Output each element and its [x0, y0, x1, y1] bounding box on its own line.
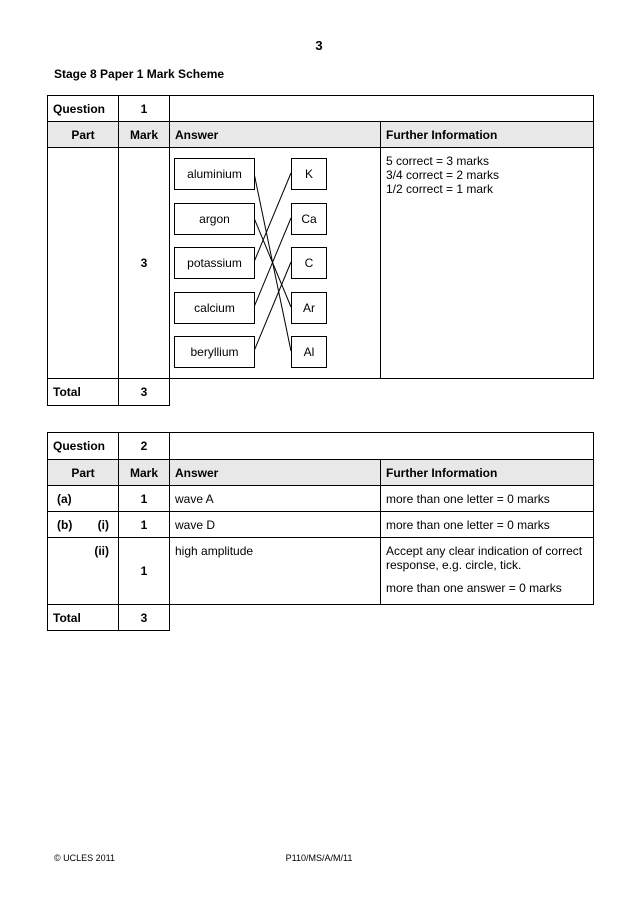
element-label: beryllium — [190, 345, 239, 359]
mark-cell: 3 — [119, 148, 170, 379]
symbol-box-c — [291, 247, 327, 279]
further-info-cell: more than one letter = 0 marks — [381, 486, 594, 512]
page-number: 3 — [315, 38, 323, 53]
element-box-argon — [174, 203, 255, 235]
part-header: Part — [48, 460, 119, 486]
part-cell — [48, 538, 119, 605]
symbol-box-k — [291, 158, 327, 190]
further-info-line: Accept any clear indication of correct response, e.g. circle, tick. — [386, 544, 583, 572]
question-label: Question — [48, 433, 119, 460]
element-label: aluminium — [187, 167, 242, 181]
element-label: calcium — [194, 301, 235, 315]
part-cell — [48, 512, 119, 538]
mark-cell: 1 — [119, 538, 170, 605]
further-info-line: 1/2 correct = 1 mark — [386, 182, 494, 196]
part-cell — [48, 486, 119, 512]
table-row — [48, 538, 594, 605]
total-row — [48, 605, 594, 631]
question-label: Question — [48, 96, 119, 122]
answer-cell: wave D — [170, 512, 381, 538]
answer-cell: wave A — [170, 486, 381, 512]
answer-cell: high amplitude — [170, 538, 381, 605]
element-box-aluminium — [174, 158, 255, 190]
total-label: Total — [48, 605, 119, 631]
match-line — [254, 262, 291, 351]
mark-cell: 1 — [119, 512, 170, 538]
total-label: Total — [48, 379, 119, 406]
element-label: argon — [199, 212, 230, 226]
mark-cell: 1 — [119, 486, 170, 512]
question-number: 1 — [119, 96, 170, 122]
symbol-label: Ar — [303, 301, 315, 315]
element-box-potassium — [174, 247, 255, 279]
further-info-line: 5 correct = 3 marks — [386, 154, 490, 168]
part-header: Part — [48, 122, 119, 148]
answer-header: Answer — [170, 460, 381, 486]
part-label: (a) — [57, 491, 72, 506]
element-label: potassium — [187, 256, 242, 270]
mark-header: Mark — [119, 122, 170, 148]
question-row — [48, 433, 594, 460]
further-info-line: more than one answer = 0 marks — [386, 581, 562, 595]
further-info-line: 3/4 correct = 2 marks — [386, 168, 500, 182]
table-row — [48, 486, 594, 512]
symbol-label: Ca — [301, 212, 317, 226]
match-line — [254, 173, 291, 262]
total-value: 3 — [119, 605, 170, 631]
subpart-label: (ii) — [94, 544, 109, 558]
header-row — [48, 460, 594, 486]
answer-header: Answer — [170, 122, 381, 148]
symbol-label: C — [304, 256, 314, 270]
footer-copyright: © UCLES 2011 — [54, 853, 115, 863]
symbol-box-ca — [291, 203, 327, 235]
further-info-cell: more than one letter = 0 marks — [381, 512, 594, 538]
question-2-table — [47, 432, 594, 631]
element-box-calcium — [174, 292, 255, 324]
footer-code: P110/MS/A/M/11 — [285, 853, 353, 863]
symbol-label: K — [304, 167, 313, 181]
subpart-label: (i) — [97, 517, 109, 532]
mark-header: Mark — [119, 460, 170, 486]
question-blank — [170, 433, 594, 460]
part-label: (b) — [57, 517, 73, 532]
question-number: 2 — [119, 433, 170, 460]
further-header: Further Information — [381, 460, 594, 486]
symbol-box-ar — [291, 292, 327, 324]
element-box-beryllium — [174, 336, 255, 368]
table-row — [48, 512, 594, 538]
further-info-cell — [381, 538, 594, 605]
mark-scheme-title: Stage 8 Paper 1 Mark Scheme — [54, 67, 225, 81]
further-header: Further Information — [381, 122, 594, 148]
symbol-box-al — [291, 336, 327, 368]
total-value: 3 — [119, 379, 170, 406]
symbol-label: Al — [303, 345, 315, 359]
